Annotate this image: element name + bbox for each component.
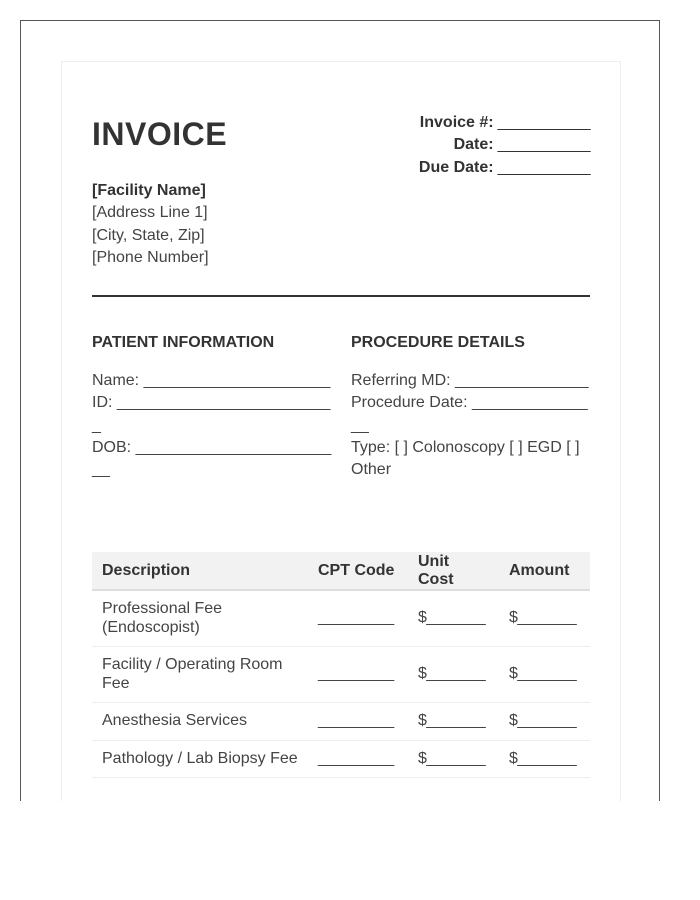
row-description: Pathology / Lab Biopsy Fee: [92, 740, 308, 778]
column-header-description: Description: [92, 552, 308, 590]
invoice-number-row: [330, 109, 590, 132]
procedure-date-field[interactable]: Procedure Date: _______________: [351, 394, 588, 434]
table-header-row: [92, 552, 590, 590]
row-cpt-field[interactable]: _________: [308, 590, 408, 647]
procedure-details-heading: PROCEDURE DETAILS: [351, 334, 525, 351]
invoice-date-field[interactable]: ___________: [497, 136, 590, 153]
row-cpt-field[interactable]: _________: [308, 647, 408, 703]
table-row: [92, 647, 590, 703]
table-row: [92, 590, 590, 647]
patient-id-field[interactable]: ID: _________________________: [92, 394, 331, 434]
patient-name-field[interactable]: Name: _____________________: [92, 372, 331, 389]
invoice-due-date-field[interactable]: ___________: [497, 158, 590, 176]
invoice-due-date-row: [330, 154, 590, 177]
row-amount-field[interactable]: $_______: [499, 590, 590, 647]
invoice-sheet: [61, 61, 621, 801]
row-amount-field[interactable]: $_______: [499, 647, 590, 703]
patient-information-heading: PATIENT INFORMATION: [92, 334, 275, 351]
line-items-table: [92, 552, 590, 778]
table-row: [92, 740, 590, 778]
row-description: Professional Fee (Endoscopist): [92, 590, 308, 647]
procedure-type-field[interactable]: Type: [ ] Colonoscopy [ ] EGD [ ] Other: [351, 438, 584, 479]
invoice-date-row: [330, 132, 590, 155]
row-cpt-field[interactable]: _________: [308, 703, 408, 741]
invoice-due-date-label: Due Date:: [418, 158, 494, 176]
column-header-amount: Amount: [499, 552, 590, 590]
invoice-date-label: Date:: [453, 136, 494, 153]
table-row: [92, 703, 590, 741]
column-header-unit-cost: Unit Cost: [408, 552, 499, 590]
facility-phone: [Phone Number]: [92, 248, 209, 266]
procedure-details-section: [351, 333, 596, 481]
row-unit-cost-field[interactable]: $_______: [408, 590, 499, 647]
invoice-meta: [330, 109, 590, 177]
facility-city: [City, State, Zip]: [92, 226, 205, 244]
header-divider: [92, 295, 590, 297]
facility-block: [92, 180, 209, 269]
column-header-cpt-code: CPT Code: [308, 552, 408, 590]
row-description: Anesthesia Services: [92, 703, 308, 741]
facility-name: [Facility Name]: [92, 182, 206, 199]
document-frame: [20, 20, 660, 801]
row-unit-cost-field[interactable]: $_______: [408, 703, 499, 741]
referring-md-field[interactable]: Referring MD: _______________: [351, 372, 589, 389]
row-amount-field[interactable]: $_______: [499, 703, 590, 741]
row-amount-field[interactable]: $_______: [499, 740, 590, 778]
invoice-number-field[interactable]: ___________: [497, 113, 590, 131]
row-description: Facility / Operating Room Fee: [92, 647, 308, 703]
facility-address: [Address Line 1]: [92, 204, 208, 222]
patient-information-section: [92, 333, 332, 481]
invoice-title: INVOICE: [92, 116, 228, 152]
patient-dob-field[interactable]: DOB: ________________________: [92, 438, 332, 479]
invoice-number-label: Invoice #:: [419, 113, 494, 131]
row-unit-cost-field[interactable]: $_______: [408, 647, 499, 703]
row-unit-cost-field[interactable]: $_______: [408, 740, 499, 778]
row-cpt-field[interactable]: _________: [308, 740, 408, 778]
